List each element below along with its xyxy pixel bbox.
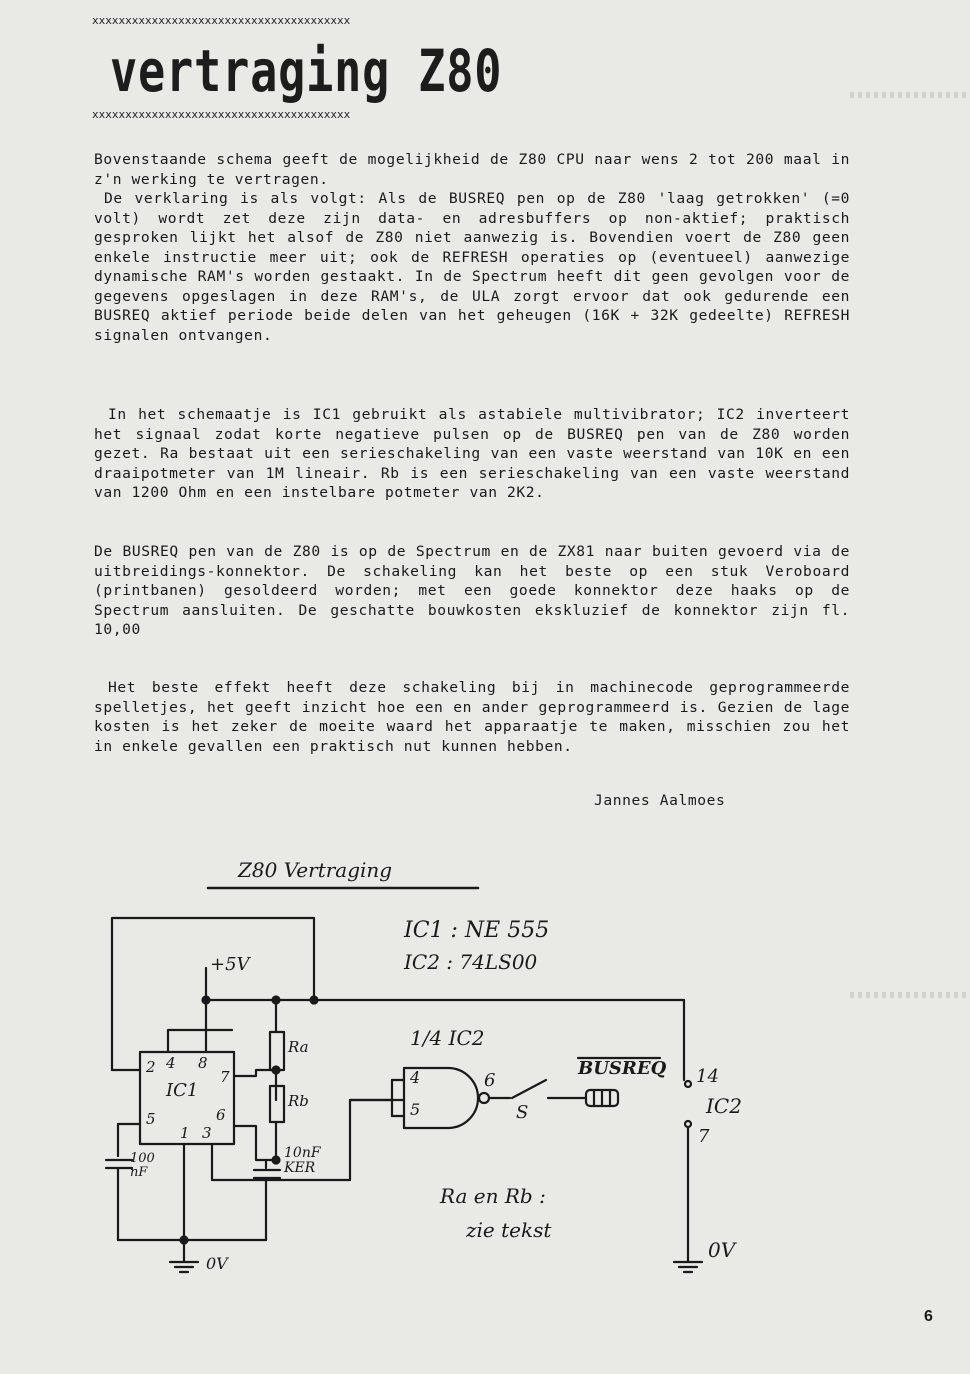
ic1-pin-label: 7 bbox=[220, 1068, 230, 1086]
capacitor-right-label: 10nF KER bbox=[284, 1145, 321, 1176]
supply-label: +5V bbox=[210, 954, 250, 975]
gate-pin-label: 4 bbox=[410, 1068, 421, 1087]
ic1-pin-label: 1 bbox=[180, 1124, 190, 1142]
title-border-top: xxxxxxxxxxxxxxxxxxxxxxxxxxxxxxxxxxxxxxx bbox=[92, 14, 351, 27]
ic2-name: IC2 bbox=[706, 1094, 742, 1118]
resistor-b-label: Rb bbox=[288, 1092, 309, 1110]
paragraph-intro: Bovenstaande schema geeft de mogelijkheid de Z80 CPU naar wens 2 tot 200 maal in z'n werking te vertragen. bbox=[94, 151, 850, 188]
schematic-heading: Z80 Vertraging bbox=[238, 858, 393, 882]
busreq-label: BUSREQ bbox=[578, 1058, 667, 1079]
ic1-name: IC1 bbox=[166, 1080, 199, 1101]
ic1-pin-label: 8 bbox=[198, 1054, 208, 1072]
ic1-pin-label: 6 bbox=[216, 1106, 226, 1124]
ground-left-label: 0V bbox=[206, 1254, 228, 1273]
ic1-pin-label: 4 bbox=[166, 1054, 176, 1072]
resistor-note: zie tekst bbox=[466, 1218, 552, 1242]
paragraph-explanation: De verklaring is als volgt: Als de BUSREQ pen op de Z80 'laag getrokken' (=0 volt) wordt zet deze zijn data- en adresbuffers op non-aktief; praktisch gesproken lijkt het alsof de Z80 niet aanwezig is. Bovendien voert de Z80 geen enkele instructie meer uit; ook de REFRESH operaties op (eventueel) aanwezige dynamische RAM's worden gestaakt. In de Spectrum heeft dit geen gevolgen voor de gegevens opgeslagen in deze RAM's, de ULA zorgt ervoor dat ook gedurende een BUSREQ aktief periode beide delen van het geheugen (16K + 32K gedeelte) REFRESH signalen ontvangen. bbox=[94, 190, 850, 344]
page-title: vertraging Z80 bbox=[110, 37, 503, 105]
gate-pin-label: 5 bbox=[410, 1100, 421, 1119]
gate-label: 1/4 IC2 bbox=[410, 1026, 485, 1050]
ic1-label: IC1 : NE 555 bbox=[404, 918, 550, 943]
ic2-pin-label: 14 bbox=[696, 1066, 719, 1087]
gate-pin-label: 6 bbox=[484, 1070, 496, 1091]
switch-label: S bbox=[516, 1102, 529, 1123]
capacitor-left-label: 100 nF bbox=[130, 1151, 155, 1180]
author-name: Jannes Aalmoes bbox=[594, 792, 726, 809]
page-number: 6 bbox=[924, 1308, 933, 1325]
paragraph-conclusion: Het beste effekt heeft deze schakeling bij in machinecode geprogrammeerde spelletjes, het geeft inzicht hoe een en ander geprogrammeerd is. Gezien de lage kosten is het zeker de moeite waard het apparaatje te maken, misschien zou het in enkele gevallen een praktisch nut kunnen hebben. bbox=[94, 679, 850, 755]
ic2-label: IC2 : 74LS00 bbox=[404, 950, 538, 974]
title-border-bottom: xxxxxxxxxxxxxxxxxxxxxxxxxxxxxxxxxxxxxxx bbox=[92, 108, 351, 121]
resistor-a-label: Ra bbox=[288, 1038, 309, 1056]
ground-right-label: 0V bbox=[708, 1238, 736, 1262]
ic2-pin-label: 7 bbox=[698, 1126, 710, 1147]
paragraph-schematic: In het schemaatje is IC1 gebruikt als astabiele multivibrator; IC2 inverteert het signaal zodat korte negatieve pulsen op de BUSREQ pen van de Z80 worden gezet. Ra bestaat uit een serieschakeling van een vaste weerstand van 10K en een draaipotmeter van 1M lineair. Rb is een serieschakeling van een vaste weerstand van 1200 Ohm en een instelbare potmeter van 2K2. bbox=[94, 406, 850, 501]
ic1-pin-label: 2 bbox=[146, 1058, 156, 1076]
ic1-pin-label: 5 bbox=[146, 1110, 156, 1128]
paragraph-connector: De BUSREQ pen van de Z80 is op de Spectrum en de ZX81 naar buiten gevoerd via de uitbreidings-konnektor. De schakeling kan het beste op een stuk Veroboard (printbanen) gesoldeerd worden; met een goede konnektor deze haaks op de Spectrum aansluiten. De geschatte bouwkosten ekskluzief de konnektor zijn fl. 10,00 bbox=[94, 543, 850, 638]
resistor-note: Ra en Rb : bbox=[440, 1184, 546, 1208]
ic1-pin-label: 3 bbox=[202, 1124, 212, 1142]
